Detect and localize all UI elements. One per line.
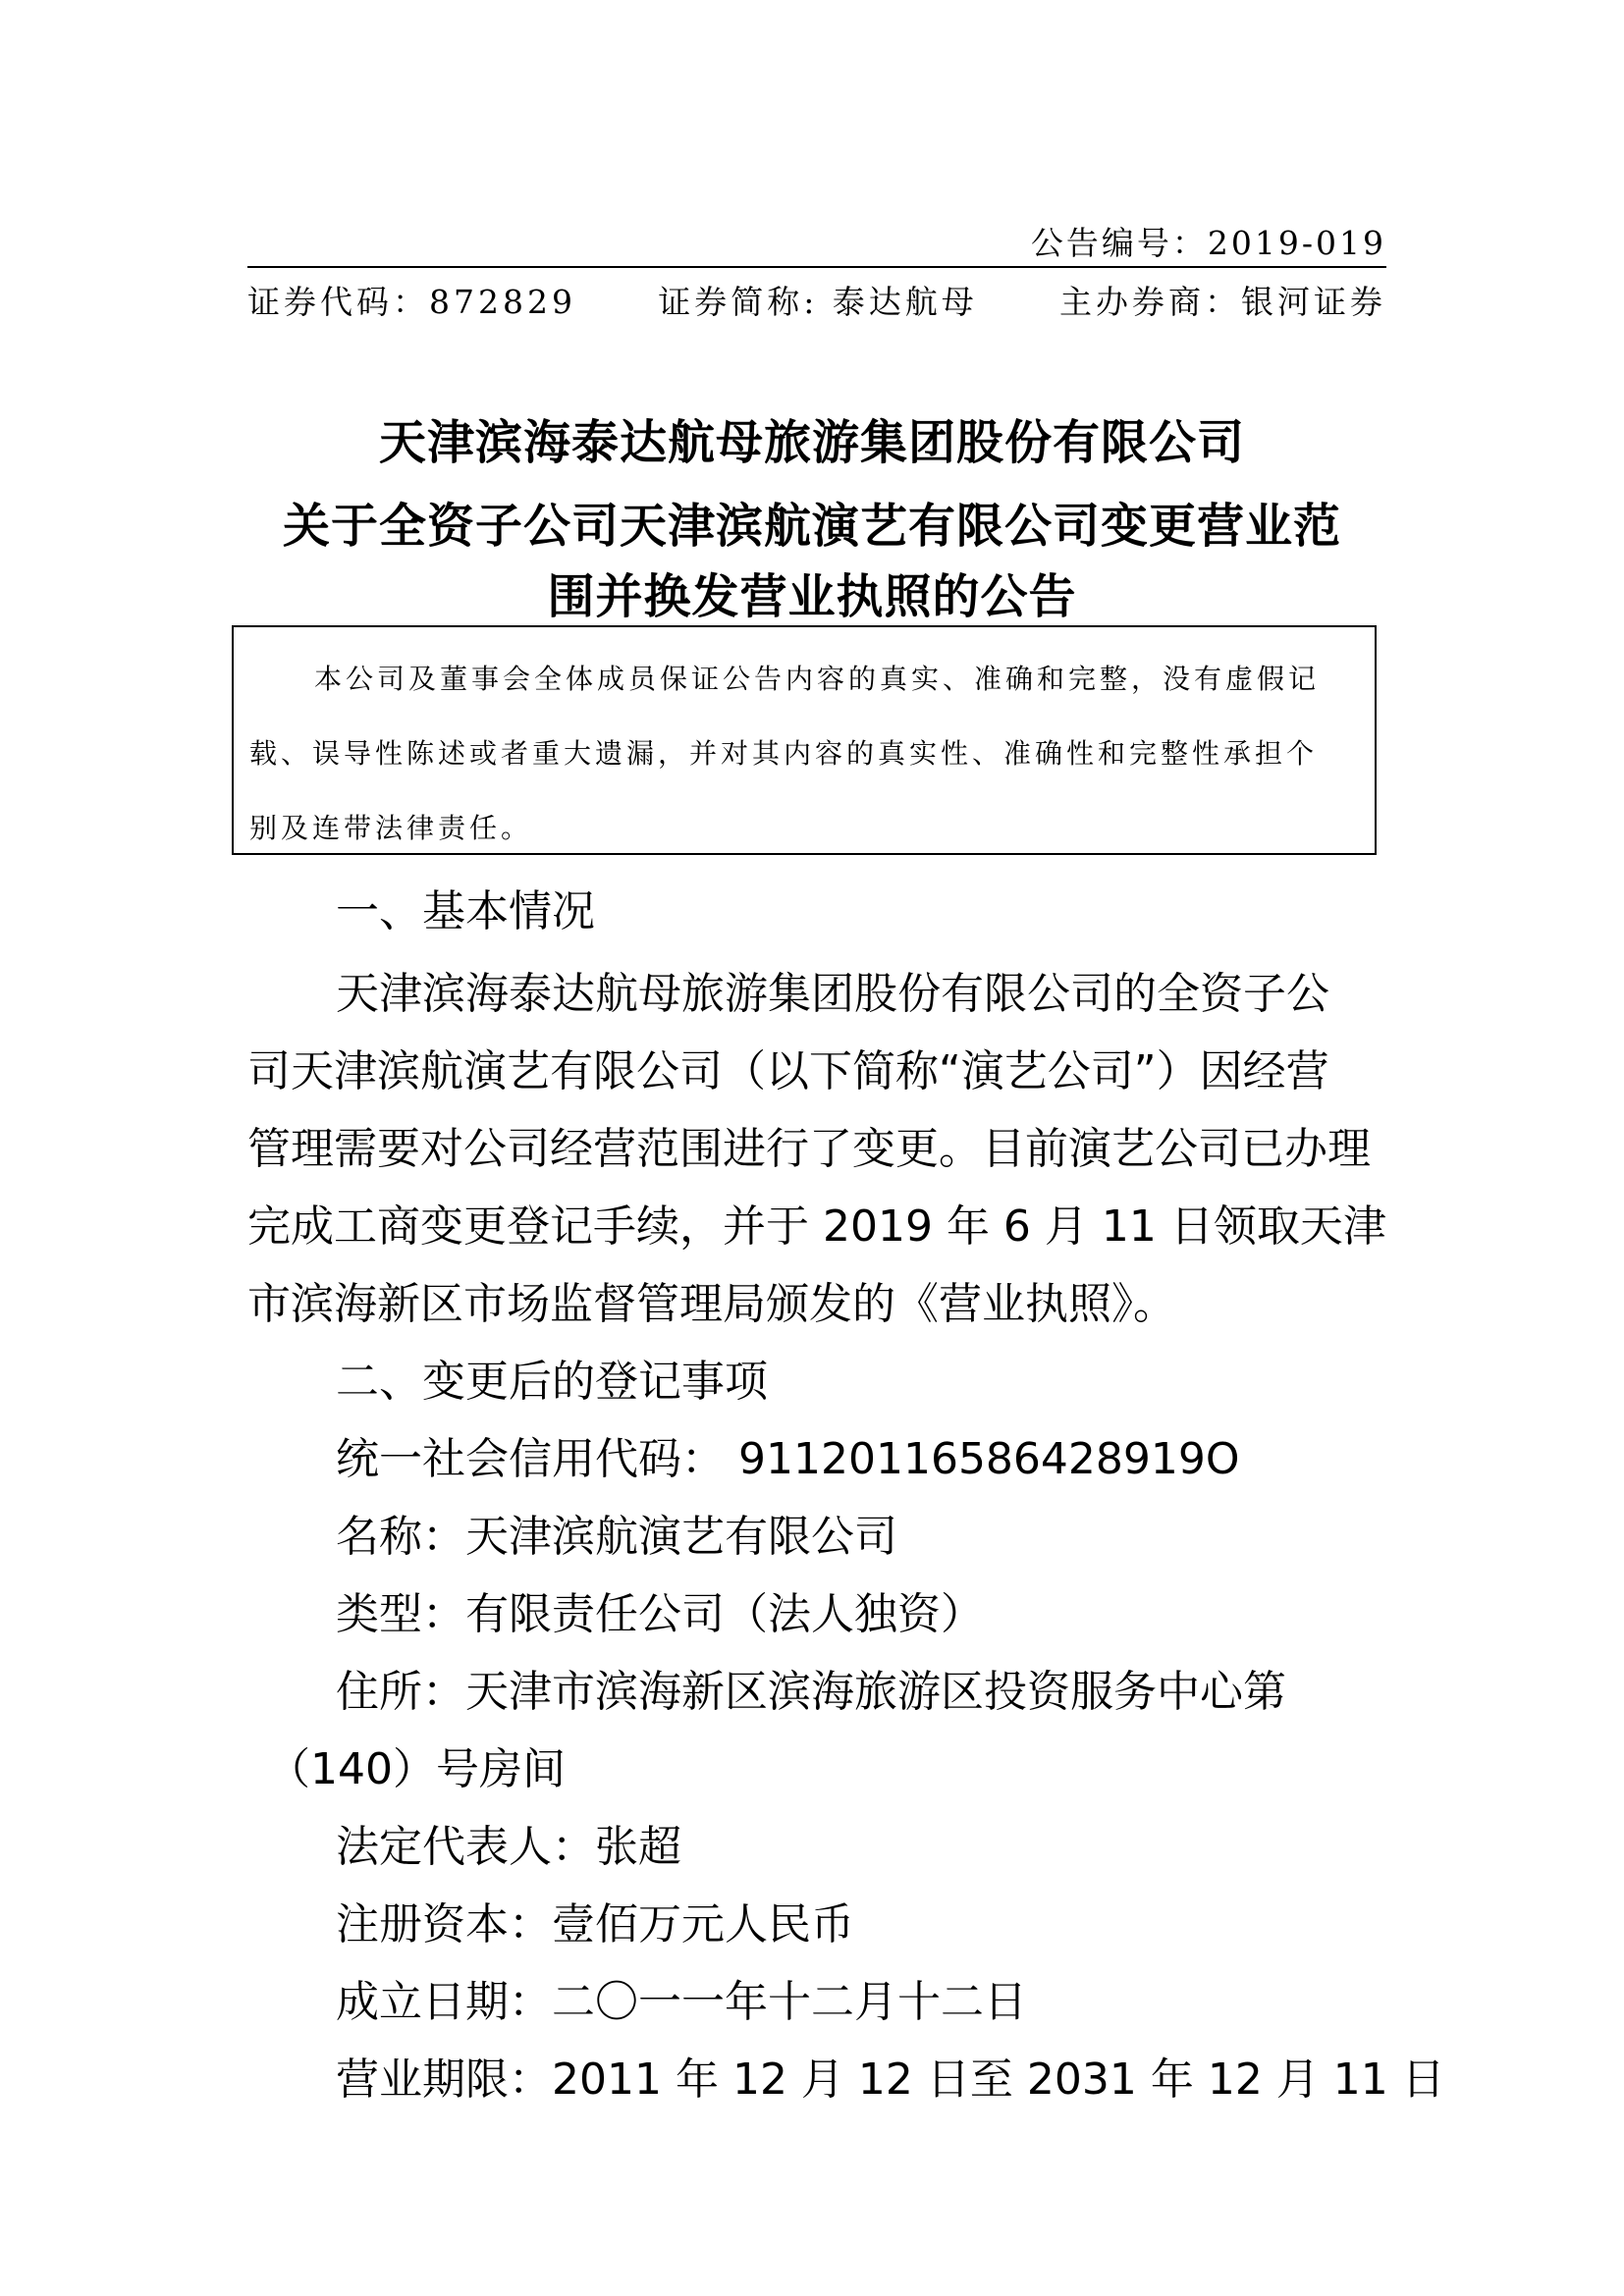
section-1-paragraph-line-5: 市滨海新区市场监督管理局颁发的《营业执照》。 bbox=[247, 1279, 1176, 1329]
securities-code: 证券代码：872829 bbox=[247, 283, 576, 321]
section-2-heading: 二、变更后的登记事项 bbox=[336, 1357, 768, 1407]
company-address-line-1: 住所：天津市滨海新区滨海旅游区投资服务中心第 bbox=[336, 1667, 1286, 1717]
business-term: 营业期限：2011 年 12 月 12 日至 2031 年 12 月 11 日 bbox=[336, 2055, 1445, 2105]
title-line-2: 关于全资子公司天津滨航演艺有限公司变更营业范 bbox=[282, 499, 1341, 554]
section-1-paragraph-line-4: 完成工商变更登记手续，并于 2019 年 6 月 11 日领取天津 bbox=[247, 1201, 1386, 1252]
securities-short-name: 证券简称: 泰达航母 bbox=[658, 283, 978, 321]
disclaimer-line-2: 载、误导性陈述或者重大遗漏，并对其内容的真实性、准确性和完整性承担个 bbox=[249, 737, 1319, 770]
establishment-date: 成立日期：二〇一一年十二月十二日 bbox=[336, 1977, 1027, 2027]
announcement-number: 公告编号：2019-019 bbox=[1030, 224, 1386, 262]
sponsor-broker: 主办券商：银河证券 bbox=[1059, 283, 1386, 321]
section-1-paragraph-line-1: 天津滨海泰达航母旅游集团股份有限公司的全资子公 bbox=[336, 969, 1329, 1019]
section-1-heading: 一、基本情况 bbox=[336, 886, 595, 936]
registered-capital: 注册资本：壹佰万元人民币 bbox=[336, 1899, 854, 1949]
securities-info-line bbox=[247, 277, 1386, 323]
disclaimer-line-1: 本公司及董事会全体成员保证公告内容的真实、准确和完整，没有虚假记 bbox=[314, 663, 1321, 695]
company-type: 类型：有限责任公司（法人独资） bbox=[336, 1589, 984, 1639]
section-1-paragraph-line-2: 司天津滨航演艺有限公司（以下简称“演艺公司”）因经营 bbox=[247, 1046, 1329, 1096]
legal-representative: 法定代表人：张超 bbox=[336, 1822, 681, 1872]
title-line-3: 围并换发营业执照的公告 bbox=[547, 569, 1077, 624]
company-name: 名称：天津滨航演艺有限公司 bbox=[336, 1512, 897, 1562]
header-divider bbox=[247, 266, 1386, 268]
section-1-paragraph-line-3: 管理需要对公司经营范围进行了变更。目前演艺公司已办理 bbox=[247, 1124, 1371, 1174]
disclaimer-line-3: 别及连带法律责任。 bbox=[249, 812, 533, 844]
company-address-line-2: （140）号房间 bbox=[267, 1744, 566, 1794]
title-line-1: 天津滨海泰达航母旅游集团股份有限公司 bbox=[378, 415, 1245, 470]
credit-code: 统一社会信用代码： 91120116586428919O bbox=[336, 1434, 1240, 1484]
